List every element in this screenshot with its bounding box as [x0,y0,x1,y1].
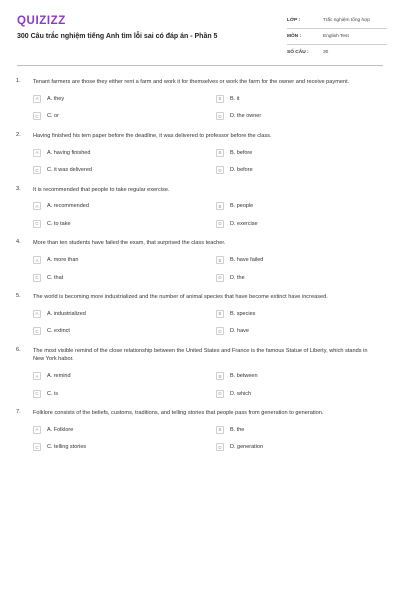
question-number: 1. [16,78,21,84]
option-text: D. generation [230,444,264,451]
option-d[interactable] [216,219,378,228]
option-letter-box: B [216,372,224,380]
answer-options [33,309,378,336]
option-text: B. the [230,426,245,433]
option-letter-box: B [216,426,224,434]
option-letter-box: C [33,220,41,228]
option-letter-box: B [216,95,224,103]
option-letter-box: C [33,327,41,335]
option-text: A. industrialized [47,310,86,317]
option-b[interactable] [216,94,378,103]
option-text: B. species [230,310,256,317]
meta-row-class [287,13,387,29]
option-text: C. extinct [47,328,70,335]
option-letter-box: A [33,95,41,103]
option-c[interactable] [33,389,216,398]
quizizz-logo: QUIZIZZ [17,15,66,27]
header-divider [17,65,383,66]
question-number: 4. [16,239,21,246]
option-letter-box: B [216,256,224,264]
option-letter-box: A [33,372,41,380]
meta-table [287,13,387,60]
option-letter-box: A [33,426,41,434]
option-d[interactable] [216,112,378,121]
option-text: D. which [230,390,252,397]
option-text: B. people [230,203,254,210]
meta-value: English Test [323,34,349,39]
question-item [0,347,400,398]
option-text: A. having finished [47,149,91,156]
option-text: D. before [230,167,253,174]
answer-options [33,148,378,175]
option-text: D. exercise [230,220,258,227]
option-text: C. it was delivered [47,167,92,174]
option-c[interactable] [33,112,216,121]
meta-label: LỚP : [287,18,301,23]
meta-value: 30 [323,50,329,55]
option-a[interactable] [33,202,216,211]
option-c[interactable] [33,219,216,228]
question-item [0,409,400,452]
question-number: 7. [16,409,21,416]
question-text: It is recommended that people to take regular exercise. [33,186,170,193]
option-text: B. have failed [230,257,264,264]
option-text: A. remind [47,373,71,380]
answer-options [33,256,378,283]
question-item [0,239,400,282]
question-text: Having finished his tem paper before the deadline, it was delivered to professor before the class. [33,132,272,139]
option-text: A. Folklore [47,426,74,433]
option-d[interactable] [216,166,378,175]
option-a[interactable] [33,425,216,434]
option-text: C. is [47,390,58,397]
option-text: D. the owner [230,113,262,120]
option-d[interactable] [216,273,378,282]
option-letter-box: C [33,112,41,120]
option-letter-box: C [33,274,41,282]
question-number: 6. [16,346,21,353]
option-c[interactable] [33,273,216,282]
meta-row-subject [287,29,387,45]
question-text: Tenant farmers are those they either rent a farm and work it for themselves or work the farm for the owner and receive payment. [33,79,350,85]
option-text: B. it [230,95,240,102]
option-b[interactable] [216,309,378,318]
option-letter-box: D [216,112,224,120]
option-text: B. between [230,373,258,380]
option-letter-box: D [216,220,224,228]
question-item [0,132,400,175]
option-text: D. have [230,328,249,335]
option-letter-box: C [33,390,41,398]
option-letter-box: D [216,166,224,174]
meta-label: SỐ CÂU : [287,50,309,55]
meta-label: MÔN : [287,34,302,39]
answer-options [33,94,378,121]
option-b[interactable] [216,256,378,265]
option-a[interactable] [33,148,216,157]
meta-row-question-count [287,45,387,60]
question-list [0,78,400,463]
option-a[interactable] [33,94,216,103]
option-d[interactable] [216,389,378,398]
option-text: A. more than [47,257,79,264]
question-text: The world is becoming more industrialized and the number of animal species that have become extinct have increased. [33,294,328,301]
question-item [0,293,400,336]
question-item [0,78,400,121]
option-c[interactable] [33,166,216,175]
option-letter-box: D [216,390,224,398]
option-letter-box: B [216,310,224,318]
option-d[interactable] [216,327,378,336]
option-letter-box: B [216,202,224,210]
option-letter-box: D [216,274,224,282]
option-text: C. or [47,113,59,120]
option-b[interactable] [216,202,378,211]
option-letter-box: A [33,310,41,318]
option-text: C. telling stories [47,444,87,451]
option-letter-box: A [33,256,41,264]
meta-value: Trắc nghiệm tổng hợp [323,18,370,23]
question-text: More than ten students have failed the exam, that surprised the class teacher. [33,240,226,247]
answer-options [33,425,378,452]
option-c[interactable] [33,327,216,336]
option-text: D. the [230,274,245,281]
option-text: C. that [47,274,64,281]
option-letter-box: C [33,443,41,451]
option-text: C. to take [47,220,71,227]
question-item [0,186,400,229]
answer-options [33,202,378,229]
option-a[interactable] [33,309,216,318]
question-number: 3. [16,185,21,192]
option-c[interactable] [33,443,216,452]
answer-options [33,372,378,399]
question-text: Folklore consists of the beliefs, customs, traditions, and telling stories that people pass from generation to generation. [33,410,324,417]
option-b[interactable] [216,372,378,381]
option-letter-box: A [33,149,41,157]
document-title: 300 Câu trắc nghiệm tiếng Anh tìm lỗi sai có đáp án - Phần 5 [17,33,218,40]
option-text: B. before [230,149,253,156]
option-letter-box: C [33,166,41,174]
option-letter-box: D [216,443,224,451]
option-text: A. they [47,95,65,102]
option-text: A. recommended [47,203,89,210]
option-b[interactable] [216,425,378,434]
question-text: The most visible remind of the close relationship between the United States and France is the famous Statue of Liberty, which stands in New York habor. [33,347,368,363]
option-letter-box: B [216,149,224,157]
option-a[interactable] [33,256,216,265]
option-letter-box: A [33,202,41,210]
option-letter-box: D [216,327,224,335]
question-number: 5. [16,293,21,300]
option-b[interactable] [216,148,378,157]
option-a[interactable] [33,372,216,381]
question-number: 2. [16,131,21,138]
option-d[interactable] [216,443,378,452]
